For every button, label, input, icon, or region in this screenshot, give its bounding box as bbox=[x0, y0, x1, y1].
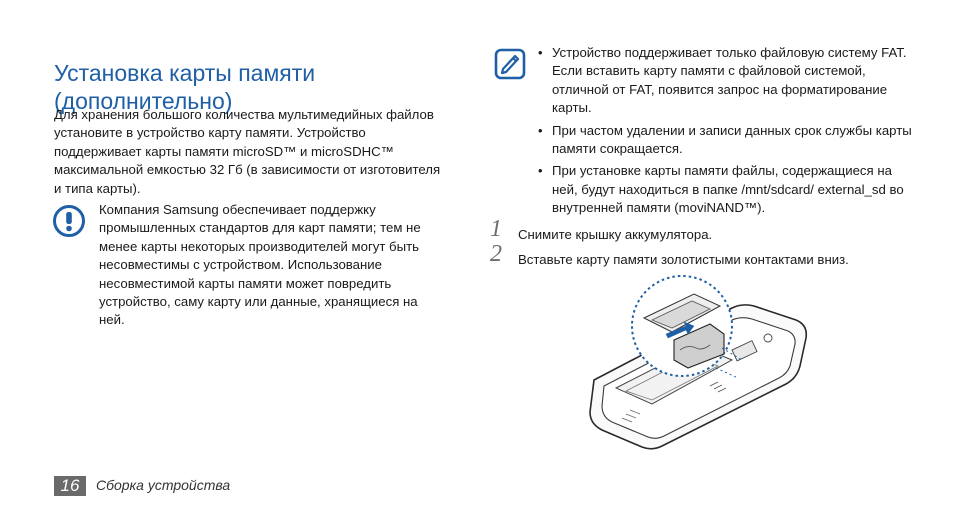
step-text: Снимите крышку аккумулятора. bbox=[518, 227, 713, 242]
step-number: 1 bbox=[490, 216, 502, 242]
note-item: • При частом удалении и записи данных срок службы карты памяти сокращается. bbox=[536, 122, 916, 159]
memory-card-insertion-illustration bbox=[582, 268, 814, 454]
note-pencil-icon bbox=[494, 48, 526, 80]
step-number: 2 bbox=[490, 241, 502, 267]
note-item: • Устройство поддерживает только файловую систему FAT. Если вставить карту памяти с файловой системой, отличной от FAT, появится запрос на форматирование карты. bbox=[536, 44, 916, 118]
caution-text: Компания Samsung обеспечивает поддержку промышленных стандартов для карт памяти; тем не менее карты некоторых производителей могут быть несовместимы с устройством. Использование несовместимой карты памяти может повредить устройство, саму карту или данные, хранящиеся на ней. bbox=[99, 202, 421, 328]
note-item: • При установке карты памяти файлы, содержащиеся на ней, будут находиться в папке /mnt/sdcard/ external_sd во внутренней памяти (moviNAND™). bbox=[536, 162, 916, 217]
section-name: Сборка устройства bbox=[96, 477, 231, 493]
step-text: Вставьте карту памяти золотистыми контактами вниз. bbox=[518, 252, 849, 267]
note-list bbox=[536, 44, 916, 222]
intro-paragraph: Для хранения большого количества мультимедийных файлов установите в устройство карту памяти. Устройство поддерживает карты памяти microSD™ и microSDHC™ максимальной емкостью 32 Гб (в зависимости от изготовителя и типа карты). bbox=[54, 107, 441, 196]
page-number: 16 bbox=[54, 476, 86, 496]
caution-exclamation-icon bbox=[53, 205, 85, 237]
page-title: Установка карты памяти (дополнительно) bbox=[54, 60, 316, 115]
